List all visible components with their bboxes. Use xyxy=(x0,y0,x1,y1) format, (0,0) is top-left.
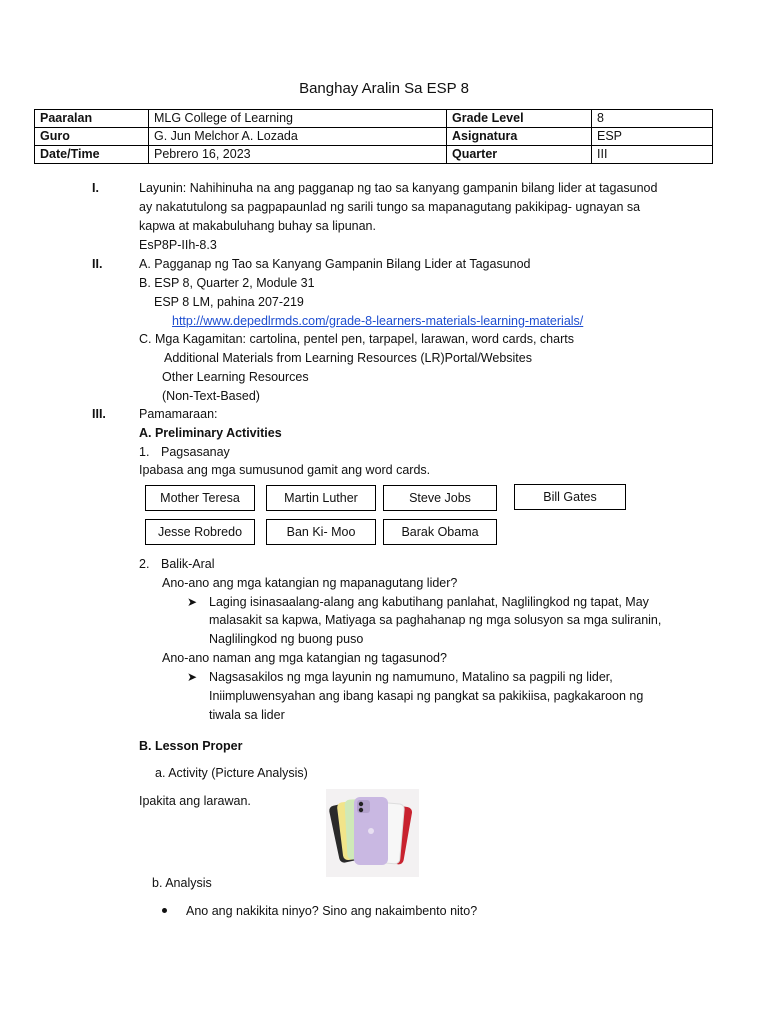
reference-module: B. ESP 8, Quarter 2, Module 31 xyxy=(139,276,315,290)
objective-line-2: ay nakatutulong sa pagpapaunlad ng sarili tungo sa mapanagutang pakikipag- ugnayan sa xyxy=(139,200,641,214)
item-1-number: 1. xyxy=(139,445,150,459)
info-table xyxy=(34,109,713,164)
answer-1-line-1: Laging isinasaalang-alang ang kabutihang panlahat, Naglilingkod ng tapat, May xyxy=(209,595,649,609)
objective-line-3: kapwa at makabuluhang buhay sa lipunan. xyxy=(139,219,376,233)
table-row xyxy=(35,110,713,128)
camera-module xyxy=(357,800,370,813)
subject-matter: A. Pagganap ng Tao sa Kanyang Gampanin Bilang Lider at Tagasunod xyxy=(139,257,531,271)
item-1-label: Pagsasanay xyxy=(161,445,230,459)
table-cell-label: Paaralan xyxy=(35,110,149,128)
additional-materials: Additional Materials from Learning Resources (LR)Portal/Websites xyxy=(164,351,532,365)
word-card: Bill Gates xyxy=(514,484,626,510)
materials: C. Mga Kagamitan: cartolina, pentel pen, tarpapel, larawan, word cards, charts xyxy=(139,332,574,346)
table-cell-label: Date/Time xyxy=(35,146,149,164)
table-row xyxy=(35,146,713,164)
answer-1-line-3: Naglilingkod ng buong puso xyxy=(209,632,364,646)
table-cell-label: Guro xyxy=(35,128,149,146)
section-2-numeral: II. xyxy=(92,257,103,271)
reference-lm: ESP 8 LM, pahina 207-219 xyxy=(154,295,304,309)
answer-2-line-3: tiwala sa lider xyxy=(209,708,285,722)
table-cell-label: Grade Level xyxy=(447,110,592,128)
word-card: Barak Obama xyxy=(383,519,497,545)
table-cell-label: Quarter xyxy=(447,146,592,164)
word-card: Steve Jobs xyxy=(383,485,497,511)
document-title: Banghay Aralin Sa ESP 8 xyxy=(299,80,469,97)
arrow-bullet-icon: ➤ xyxy=(187,670,198,684)
word-card: Ban Ki- Moo xyxy=(266,519,376,545)
item-2-number: 2. xyxy=(139,557,150,571)
procedure-heading: Pamamaraan: xyxy=(139,407,218,421)
answer-1-line-2: malasakit sa kapwa, Matiyaga sa paghahanap ng mga solusyon sa mga suliranin, xyxy=(209,613,662,627)
table-cell-label: Asignatura xyxy=(447,128,592,146)
camera-lens xyxy=(359,808,363,812)
table-cell-value: 8 xyxy=(592,110,713,128)
analysis-label: b. Analysis xyxy=(152,876,212,890)
preliminary-activities: A. Preliminary Activities xyxy=(139,426,282,440)
review-question-2: Ano-ano naman ang mga katangian ng tagasunod? xyxy=(162,651,447,665)
item-2-label: Balik-Aral xyxy=(161,557,215,571)
table-row xyxy=(35,128,713,146)
section-3-numeral: III. xyxy=(92,407,106,421)
answer-2-line-1: Nagsasakilos ng mga layunin ng namumuno, Matalino sa pagpili ng lider, xyxy=(209,670,613,684)
activity-label: a. Activity (Picture Analysis) xyxy=(155,766,308,780)
section-1-numeral: I. xyxy=(92,181,99,195)
table-cell-value: G. Jun Melchor A. Lozada xyxy=(149,128,447,146)
competency-code: EsP8P-IIh-8.3 xyxy=(139,238,217,252)
word-card: Mother Teresa xyxy=(145,485,255,511)
arrow-bullet-icon: ➤ xyxy=(187,595,198,609)
phone-picture xyxy=(326,789,419,877)
smartphone-illustration xyxy=(326,789,419,877)
analysis-question: Ano ang nakikita ninyo? Sino ang nakaimbento nito? xyxy=(186,904,478,918)
camera-lens xyxy=(359,802,363,806)
other-resources: Other Learning Resources xyxy=(162,370,309,384)
resource-link[interactable]: http://www.depedlrmds.com/grade-8-learners-materials-learning-materials/ xyxy=(172,314,584,328)
word-card-instruction: Ipabasa ang mga sumusunod gamit ang word cards. xyxy=(139,463,431,477)
word-card: Jesse Robredo xyxy=(145,519,255,545)
word-card: Martin Luther xyxy=(266,485,376,511)
table-cell-value: Pebrero 16, 2023 xyxy=(149,146,447,164)
lesson-proper: B. Lesson Proper xyxy=(139,739,243,753)
review-question-1: Ano-ano ang mga katangian ng mapanagutang lider? xyxy=(162,576,458,590)
apple-logo-icon xyxy=(368,828,374,834)
answer-2-line-2: Iniimpluwensyahan ang ibang kasapi ng pangkat sa pakikiisa, pagkakaroon ng xyxy=(209,689,644,703)
table-cell-value: III xyxy=(592,146,713,164)
objective-line-1: Layunin: Nahihinuha na ang pagganap ng tao sa kanyang gampanin bilang lider at tagasunod xyxy=(139,181,658,195)
table-cell-value: ESP xyxy=(592,128,713,146)
show-picture-instruction: Ipakita ang larawan. xyxy=(139,794,251,808)
non-text-based: (Non-Text-Based) xyxy=(162,389,260,403)
bullet-dot-icon xyxy=(162,908,167,913)
table-cell-value: MLG College of Learning xyxy=(149,110,447,128)
